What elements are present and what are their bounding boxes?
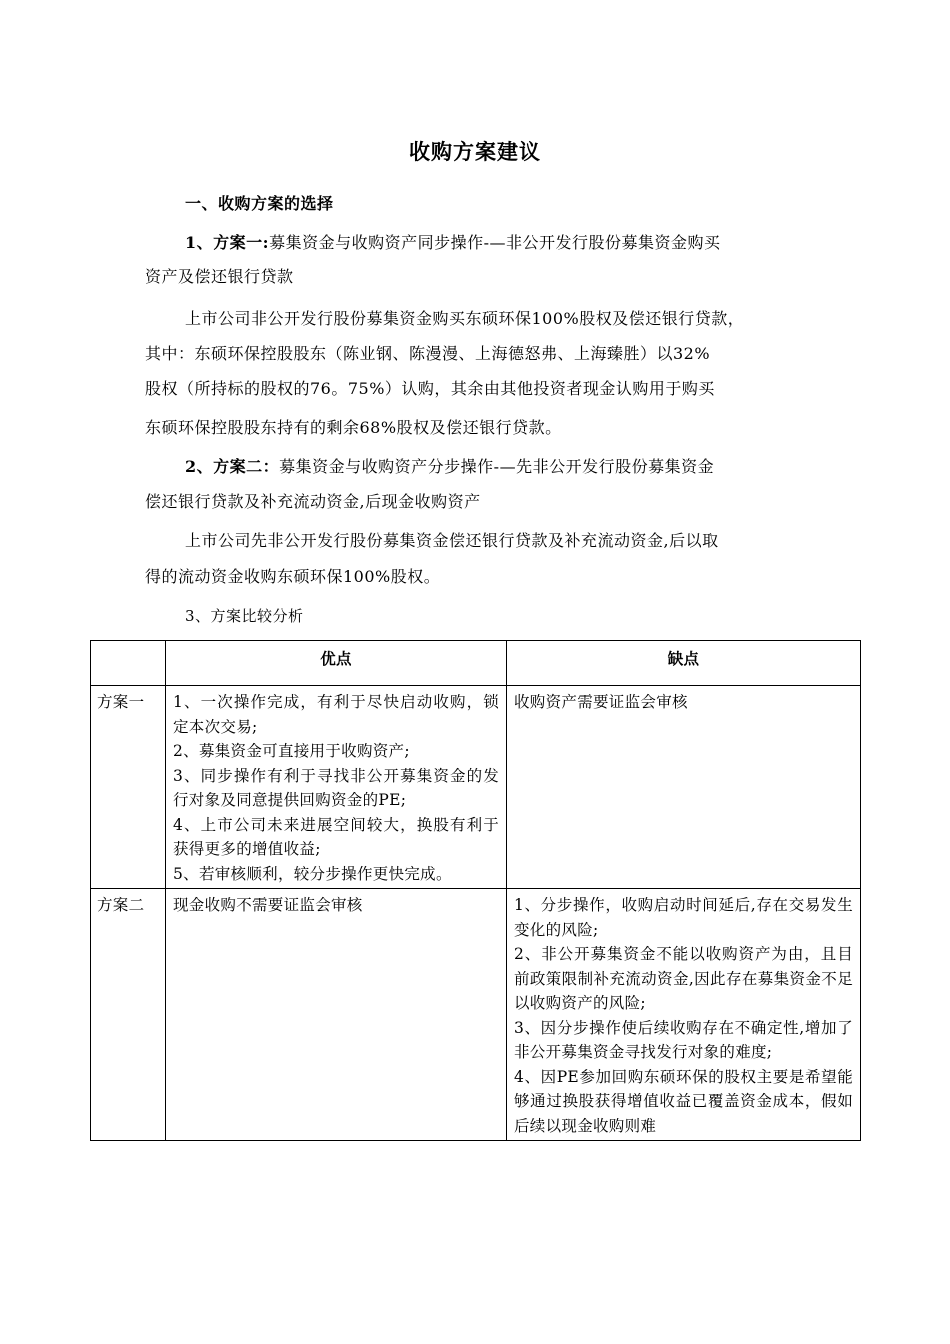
plan2-heading-text: 募集资金与收购资产分步操作-—先非公开发行股份募集资金: [279, 457, 715, 476]
plan2-body-line: 得的流动资金收购东硕环保100%股权。: [145, 567, 441, 586]
page-title: 收购方案建议: [409, 139, 541, 164]
cons-item: 1、分步操作，收购启动时间延后,存在交易发生变化的风险;: [514, 896, 853, 939]
plan1-heading-text: 募集资金与收购资产同步操作-—非公开发行股份募集资金购买: [269, 233, 721, 252]
pros-item: 2、募集资金可直接用于收购资产;: [173, 742, 410, 760]
table-row-plan1: [91, 686, 861, 889]
cons-item: 3、因分步操作使后续收购存在不确定性,增加了非公开募集资金寻找发行对象的难度;: [514, 1018, 853, 1061]
plan1-body-line: 股权（所持标的股权的76。75%）认购，其余由其他投资者现金认购用于购买: [145, 379, 715, 398]
cons-item: 收购资产需要证监会审核: [514, 693, 688, 711]
plan1-number: 1、: [185, 233, 214, 252]
plan1-heading: [185, 231, 875, 255]
pros-item: 4、上市公司未来进展空间较大，换股有利于获得更多的增值收益;: [173, 815, 499, 858]
pros-item: 3、同步操作有利于寻找非公开募集资金的发行对象及同意提供回购资金的PE;: [173, 766, 499, 809]
table-header-cons: 缺点: [507, 641, 861, 686]
section-heading-1: 一、收购方案的选择: [185, 194, 334, 213]
plan2-body-line: 上市公司先非公开发行股份募集资金偿还银行贷款及补充流动资金,后以取: [185, 531, 719, 550]
pros-item: 现金收购不需要证监会审核: [173, 896, 363, 914]
table-row-plan2: [91, 889, 861, 1141]
plan1-heading-cont: 资产及偿还银行贷款: [145, 267, 294, 286]
plan2-heading-cont: 偿还银行贷款及补充流动资金,后现金收购资产: [145, 492, 481, 511]
plan2-label: 方案二：: [213, 457, 280, 476]
plan2-number: 2、: [185, 457, 214, 476]
section-heading-3: 3、方案比较分析: [185, 607, 304, 625]
table-header-pros: 优点: [166, 641, 507, 686]
plan2-cons-cell: [507, 889, 861, 1141]
cons-item: 2、非公开募集资金不能以收购资产为由，且目前政策限制补充流动资金,因此存在募集资金不足以收购资产的风险;: [514, 945, 853, 1012]
plan1-body-line: 上市公司非公开发行股份募集资金购买东硕环保100%股权及偿还银行贷款，: [185, 309, 745, 328]
table-header-empty: [91, 641, 166, 686]
plan1-body-line: 其中：东硕环保控股股东（陈业钢、陈漫漫、上海德怒弗、上海臻胜）以32%: [145, 344, 711, 363]
cons-item: 4、因PE参加回购东硕环保的股权主要是希望能够通过换股获得增值收益已覆盖资金成本，假如后续以现金收购则难: [514, 1067, 853, 1135]
pros-item: 5、若审核顺利，较分步操作更快完成。: [173, 864, 452, 883]
comparison-table: [90, 640, 861, 1141]
row-label-plan1: 方案一: [91, 686, 166, 889]
plan1-label: 方案一:: [213, 233, 270, 252]
row-label-plan2: 方案二: [91, 889, 166, 1141]
plan2-pros-cell: [166, 889, 507, 1141]
pros-item: 1、一次操作完成，有利于尽快启动收购，锁定本次交易;: [173, 693, 499, 736]
table-header-row: [91, 641, 861, 686]
plan1-pros-cell: [166, 686, 507, 889]
plan1-cons-cell: [507, 686, 861, 889]
plan1-body-line: 东硕环保控股股东持有的剩余68%股权及偿还银行贷款。: [145, 418, 562, 437]
plan2-heading: [185, 455, 875, 479]
